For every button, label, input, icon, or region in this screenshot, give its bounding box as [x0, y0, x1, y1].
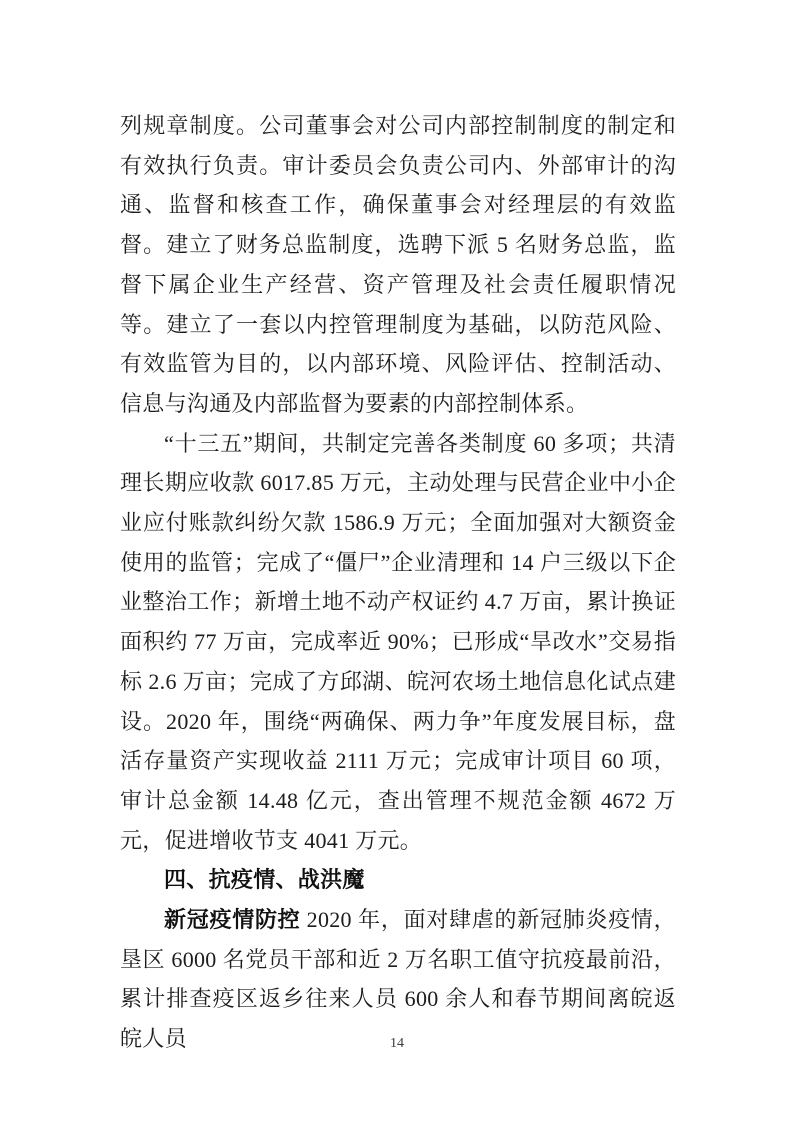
- section-heading-fight-epidemic-flood: 四、抗疫情、战洪魔: [164, 867, 365, 893]
- paragraph-internal-control-continuation: 列规章制度。公司董事会对公司内部控制制度的制定和有效执行负责。审计委员会负责公司内、外部审计的沟通、监督和核查工作，确保董事会对经理层的有效监督。建立了财务总监制度，选聘下派 5 名财务总监，监督下属企业生产经营、资产管理及社会责任履职情况等。建立了一套以内控管理制度为基础，以防范风险、有效监管为目的，以内部环境、风险评估、控制活动、信息与沟通及内部监督为要素的内部控制体系。: [120, 113, 676, 416]
- paragraph-pandemic-text: 2020 年，面对肆虐的新冠肺炎疫情，垦区 6000 名党员干部和近 2 万名职工值守抗疫最前沿，累计排查疫区返乡往来人员 600 余人和春节期间离皖返皖人员: [120, 907, 676, 1052]
- document-body: [120, 106, 676, 1059]
- paragraph-13th-five-year-achievements: “十三五”期间，共制定完善各类制度 60 多项；共清理长期应收款 6017.85 万元，主动处理与民营企业中小企业应付账款纠纷欠款 1586.9 万元；全面加强对大额资金使用的监管；完成了“僵尸”企业清理和 14 户三级以下企业整治工作；新增土地不动产权证约 4.7 万亩，累计换证面积约 77 万亩，完成率近 90%；已形成“旱改水”交易指标 2.6 万亩；完成了方邱湖、皖河农场土地信息化试点建设。2020 年，围绕“两确保、两力争”年度发展目标，盘活存量资产实现收益 2111 万元；完成审计项目 60 项，审计总金额 14.48 亿元，查出管理不规范金额 4672 万元，促进增收节支 4041 万元。: [120, 430, 676, 853]
- page-number: 14: [390, 1036, 404, 1051]
- bold-lead-covid-prevention: 新冠疫情防控: [164, 907, 301, 933]
